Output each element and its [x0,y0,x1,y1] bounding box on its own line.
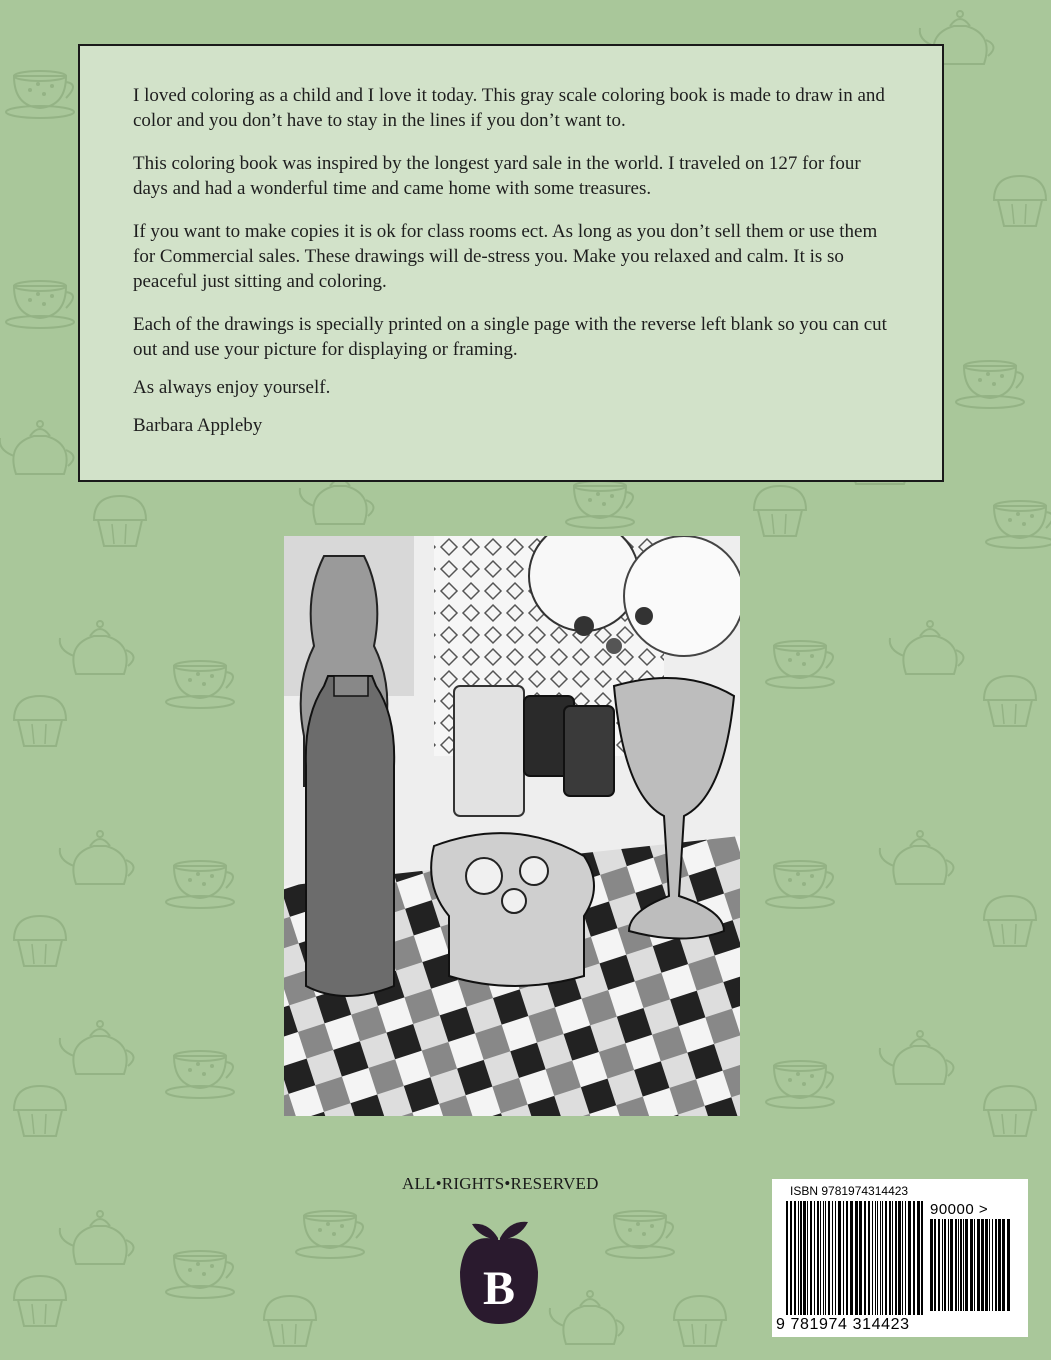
barcode-bar [807,1201,808,1315]
barcode-bar [963,1219,964,1311]
barcode-bar [800,1201,802,1315]
barcode-bar [872,1201,873,1315]
barcode-bar [995,1219,997,1311]
rights-reserved: ALL•RIGHTS•RESERVED [402,1174,599,1193]
barcode-bar [882,1201,883,1315]
barcode-bar [868,1201,870,1315]
barcode-bar [825,1201,826,1315]
barcode-bar [955,1219,957,1311]
barcode-bar [864,1201,866,1315]
barcode-bar [1007,1219,1010,1311]
barcode-bar [823,1201,824,1315]
barcode-bar [859,1201,862,1315]
barcode-bar [875,1201,876,1315]
barcode-bar [820,1201,821,1315]
barcode-bar [902,1201,903,1315]
barcode-bar [843,1201,844,1315]
price-code: 90000 > [930,1201,989,1218]
intro-paragraph-2: This coloring book was inspired by the longest yard sale in the world. I traveled on 127 for four days and had a wonderful time and came home with some treasures. [133,153,861,199]
barcode-bar [958,1219,959,1311]
barcode-digits: 9 781974 314423 [776,1316,910,1333]
barcode-bar [938,1219,940,1311]
barcode-bar [985,1219,988,1311]
logo-letter: B [482,1262,516,1315]
barcode-bar [960,1219,962,1311]
barcode-bar [1002,1219,1005,1311]
barcode-bar [885,1201,887,1315]
barcode-bar [934,1219,936,1311]
barcode-bar [977,1219,980,1311]
intro-paragraph-5: As always enjoy yourself. [133,377,331,398]
barcode-bar [989,1219,990,1311]
barcode-bar [803,1201,806,1315]
isbn-barcode [772,1179,1028,1337]
intro-paragraph-1: I loved coloring as a child and I love it today. This gray scale coloring book is made to draw in and color and you don’t have to stay in the lines if you don’t want to. [133,85,885,131]
intro-text-box [78,44,944,482]
barcode-bar [998,1219,1001,1311]
publisher-apple-logo [454,1216,544,1326]
barcode-bar [921,1201,923,1315]
barcode-bar [895,1201,897,1315]
barcode-bar [944,1219,946,1311]
barcode-bar [855,1201,858,1315]
barcode-bar [981,1219,984,1311]
barcode-bar [786,1201,788,1315]
barcode-bar [846,1201,848,1315]
barcode-bar [817,1201,819,1315]
barcode-bar [835,1201,836,1315]
barcode-bar [917,1201,920,1315]
barcode-bar [838,1201,841,1315]
intro-paragraph-3: If you want to make copies it is ok for class rooms ect. As long as you don’t sell them or use them for Commercial sales. These drawings will de-stress you. Make you relaxed and calm. It is so peaceful just sitting and coloring. [133,221,878,292]
intro-paragraph-4: Each of the drawings is specially printed on a single page with the reverse left blank so you can cut out and use your picture for displaying or framing. [133,314,887,360]
barcode-bar [905,1201,906,1315]
barcode-bar [794,1201,796,1315]
barcode-bar [889,1201,891,1315]
barcode-bar [913,1201,915,1315]
barcode-bar [965,1219,968,1311]
barcode-bar [877,1201,878,1315]
barcode-bar [974,1219,975,1311]
barcode-bar [790,1201,792,1315]
barcode-bar [810,1201,812,1315]
barcode-bar [814,1201,815,1315]
barcode-bar [898,1201,901,1315]
barcode-bar [942,1219,943,1311]
barcode-bar [850,1201,853,1315]
price-barcode-bars [930,1219,1010,1311]
barcode-bar [992,1219,993,1311]
grayscale-table-photo [284,536,740,1116]
barcode-bar [832,1201,833,1315]
barcode-bar [908,1201,911,1315]
barcode-bar [970,1219,973,1311]
barcode-bar [880,1201,881,1315]
barcode-bar [828,1201,830,1315]
isbn-label: ISBN 9781974314423 [790,1184,909,1198]
barcode-bar [948,1219,949,1311]
barcode-bar [798,1201,799,1315]
barcode-bars [786,1201,924,1315]
barcode-bar [892,1201,893,1315]
barcode-bar [930,1219,933,1311]
signature: Barbara Appleby [133,415,263,436]
barcode-bar [950,1219,953,1311]
